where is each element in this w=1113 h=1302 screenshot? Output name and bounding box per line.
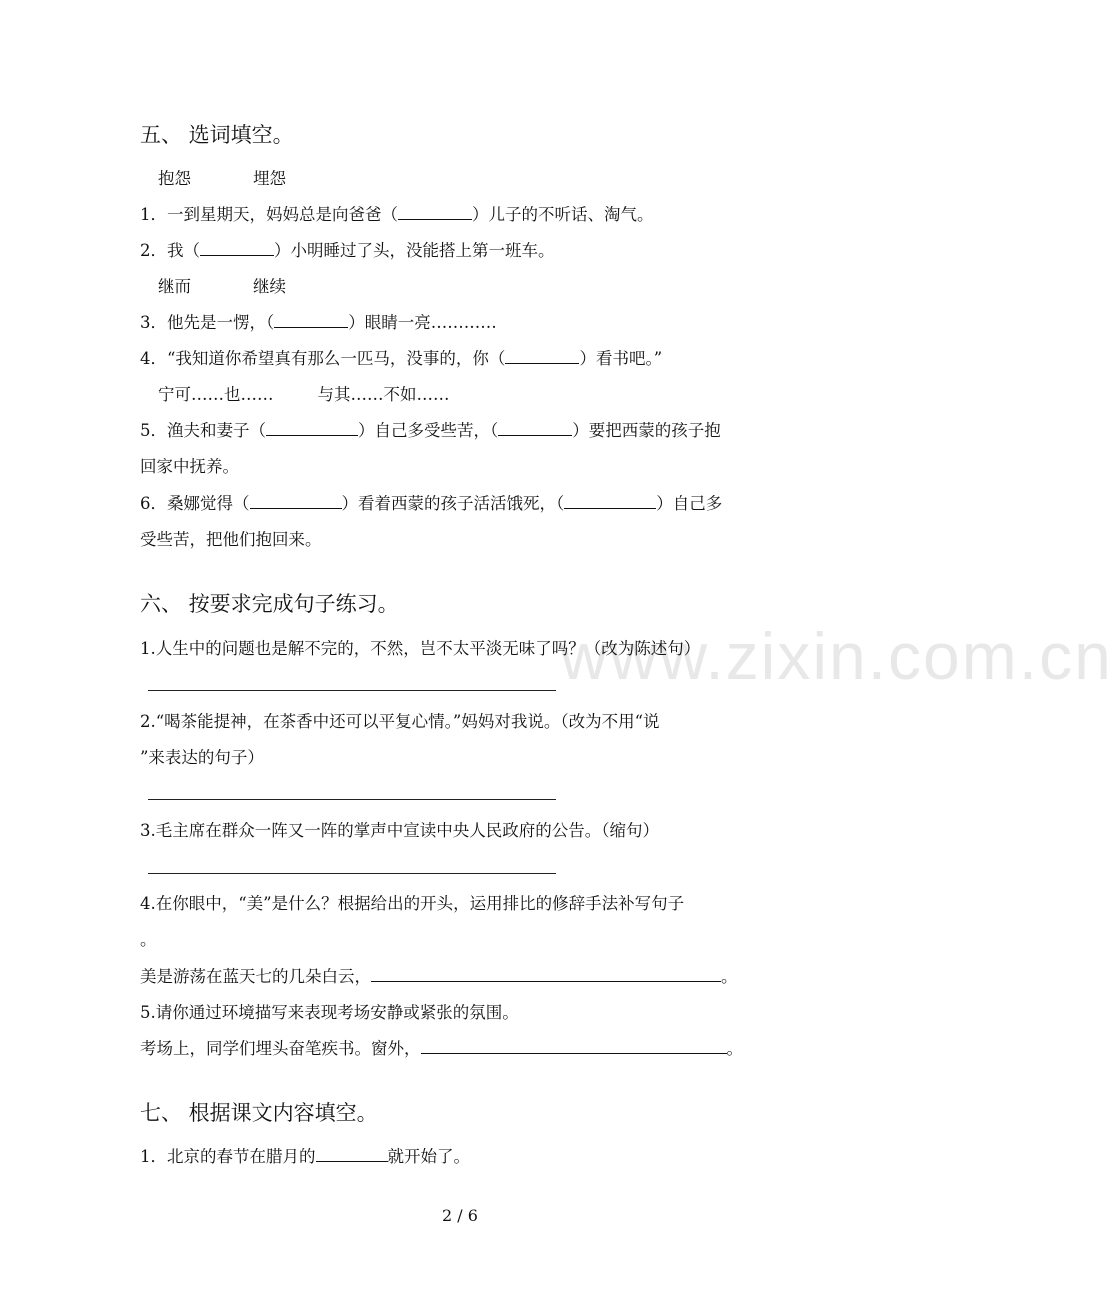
answer-line[interactable]	[148, 690, 556, 691]
question-5-5-cont: 回家中抚养。	[140, 457, 239, 476]
question-6-5: 5.请你通过环境描写来表现考场安静或紧张的氛围。	[140, 1003, 519, 1022]
answer-blank[interactable]	[498, 420, 572, 436]
question-6-4-cont: 。	[140, 930, 157, 949]
section-7-title: 七、 根据课文内容填空。	[140, 1101, 378, 1125]
answer-blank[interactable]	[564, 493, 656, 509]
question-5-5: 5．渔夫和妻子（ ）自己多受些苦，（ ）要把西蒙的孩子抱	[140, 421, 721, 440]
question-6-2: 2.“喝茶能提神，在茶香中还可以平复心情。”妈妈对我说。（改为不用“说	[140, 712, 660, 731]
question-6-4-prompt: 美是游荡在蓝天七的几朵白云， 。	[140, 967, 738, 986]
question-5-2: 2．我（ ）小明睡过了头，没能搭上第一班车。	[140, 241, 555, 260]
question-5-6-cont: 受些苦，把他们抱回来。	[140, 530, 322, 549]
word-options-2	[158, 276, 286, 298]
answer-blank[interactable]	[316, 1146, 388, 1162]
answer-blank[interactable]	[505, 348, 579, 364]
question-6-2-cont: ”来表达的句子）	[140, 748, 264, 767]
question-6-3: 3.毛主席在群众一阵又一阵的掌声中宣读中央人民政府的公告。（缩句）	[140, 821, 659, 840]
answer-blank[interactable]	[371, 966, 721, 982]
question-5-1: 1．一到星期天，妈妈总是向爸爸（ ）儿子的不听话、淘气。	[140, 205, 654, 224]
answer-line[interactable]	[148, 799, 556, 800]
watermark: www.zixin.com.cn	[560, 619, 1113, 693]
question-6-1: 1.人生中的问题也是解不完的，不然，岂不太平淡无味了吗？（改为陈述句）	[140, 639, 701, 658]
option-word: 宁可……也……	[158, 385, 274, 404]
answer-blank[interactable]	[274, 312, 348, 328]
option-word: 继续	[253, 277, 286, 296]
question-5-3: 3．他先是一愣，（ ）眼睛一亮…………	[140, 313, 497, 332]
question-5-4: 4．“我知道你希望真有那么一匹马，没事的，你（ ）看书吧。”	[140, 349, 663, 368]
answer-blank[interactable]	[421, 1038, 727, 1054]
section-5-title: 五、 选词填空。	[140, 123, 294, 147]
option-word: 埋怨	[253, 169, 286, 188]
answer-blank[interactable]	[398, 204, 472, 220]
section-6-title: 六、 按要求完成句子练习。	[140, 592, 399, 616]
word-options-3	[158, 384, 450, 406]
question-6-5-prompt: 考场上，同学们埋头奋笔疾书。窗外， 。	[140, 1039, 743, 1058]
word-options-1	[158, 168, 286, 190]
question-5-6: 6．桑娜觉得（ ）看着西蒙的孩子活活饿死，（ ）自己多	[140, 494, 723, 513]
answer-blank[interactable]	[250, 493, 342, 509]
question-7-1: 1．北京的春节在腊月的 就开始了。	[140, 1147, 470, 1166]
answer-blank[interactable]	[266, 420, 358, 436]
answer-blank[interactable]	[200, 240, 274, 256]
option-word: 继而	[158, 277, 191, 296]
answer-line[interactable]	[148, 873, 556, 874]
option-word: 与其……不如……	[317, 385, 450, 404]
question-6-4: 4.在你眼中，“美”是什么？根据给出的开头，运用排比的修辞手法补写句子	[140, 894, 685, 913]
option-word: 抱怨	[158, 169, 191, 188]
page-number: 2 / 6	[442, 1206, 478, 1225]
